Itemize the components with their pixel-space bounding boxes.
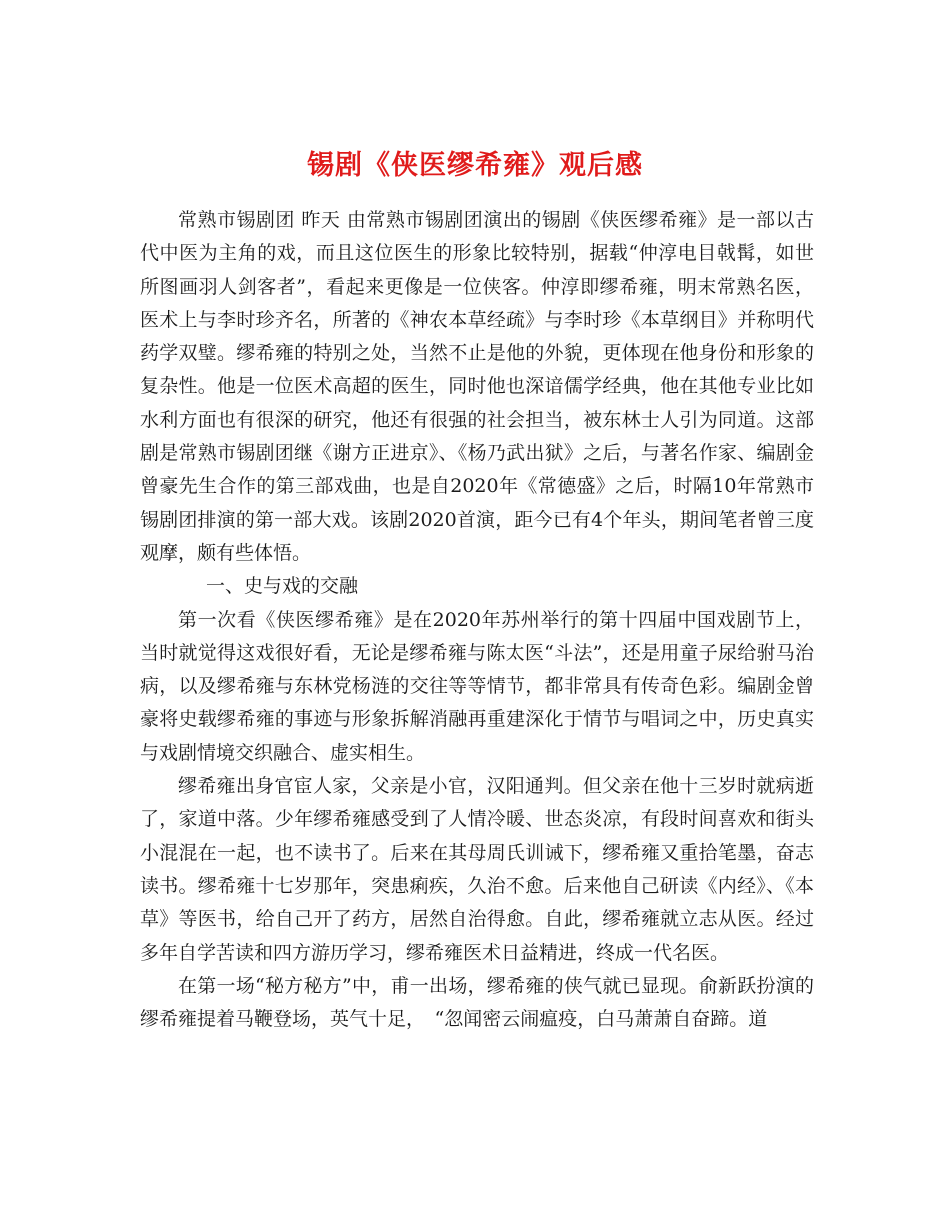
paragraph-background: 缪希雍出身官宦人家，父亲是小官，汉阳通判。但父亲在他十三岁时就病逝了，家道中落。少年缪希雍感受到了人情冷暖、世态炎凉，有段时间喜欢和街头小混混在一起，也不读书了。后来在其母周氏训诫下，缪希雍又重拾笔墨，奋志读书。缪希雍十七岁那年，突患痢疾，久治不愈。后来他自己研读《内经》、《本草》等医书，给自己开了药方，居然自治得愈。自此，缪希雍就立志从医。经过多年自学苦读和四方游历学习，缪希雍医术日益精进，终成一代名医。 [140,775,814,964]
paragraph-first-scene: 在第一场“秘方秘方”中，甫一出场，缪希雍的侠气就已显现。俞新跃扮演的缪希雍提着马鞭登场，英气十足， “忽闻密云闹瘟疫，白马萧萧自奋蹄。道 [140,974,814,1031]
section-heading: 一、史与戏的交融 [206,575,359,598]
document-title: 锡剧《侠医缪希雍》观后感 [307,150,643,182]
paragraph-first-viewing: 第一次看《侠医缪希雍》是在2020年苏州举行的第十四届中国戏剧节上，当时就觉得这戏很好看，无论是缪希雍与陈太医“斗法”，还是用童子尿给驸马治病，以及缪希雍与东林党杨涟的交往等等情节，都非常具有传奇色彩。编剧金曾豪将史载缪希雍的事迹与形象拆解消融再重建深化于情节与唱词之中，历史真实与戏剧情境交织融合、虚实相生。 [140,608,814,764]
document-body [140,204,814,1036]
paragraph-intro: 常熟市锡剧团 昨天 由常熟市锡剧团演出的锡剧《侠医缪希雍》是一部以古代中医为主角的戏，而且这位医生的形象比较特别，据载“仲淳电目戟髯，如世所图画羽人剑客者”，看起来更像是一位侠客。仲淳即缪希雍，明末常熟名医，医术上与李时珍齐名，所著的《神农本草经疏》与李时珍《本草纲目》并称明代药学双璧。缪希雍的特别之处，当然不止是他的外貌，更体现在他身份和形象的复杂性。他是一位医术高超的医生，同时他也深谙儒学经典，他在其他专业比如水利方面也有很深的研究，他还有很强的社会担当，被东林士人引为同道。这部剧是常熟市锡剧团继《谢方正进京》、《杨乃武出狱》之后，与著名作家、编剧金曾豪先生合作的第三部戏曲，也是自2020年《常德盛》之后，时隔10年常熟市锡剧团排演的第一部大戏。该剧2020首演，距今已有4个年头，期间笔者曾三度观摩，颇有些体悟。 [140,209,814,564]
